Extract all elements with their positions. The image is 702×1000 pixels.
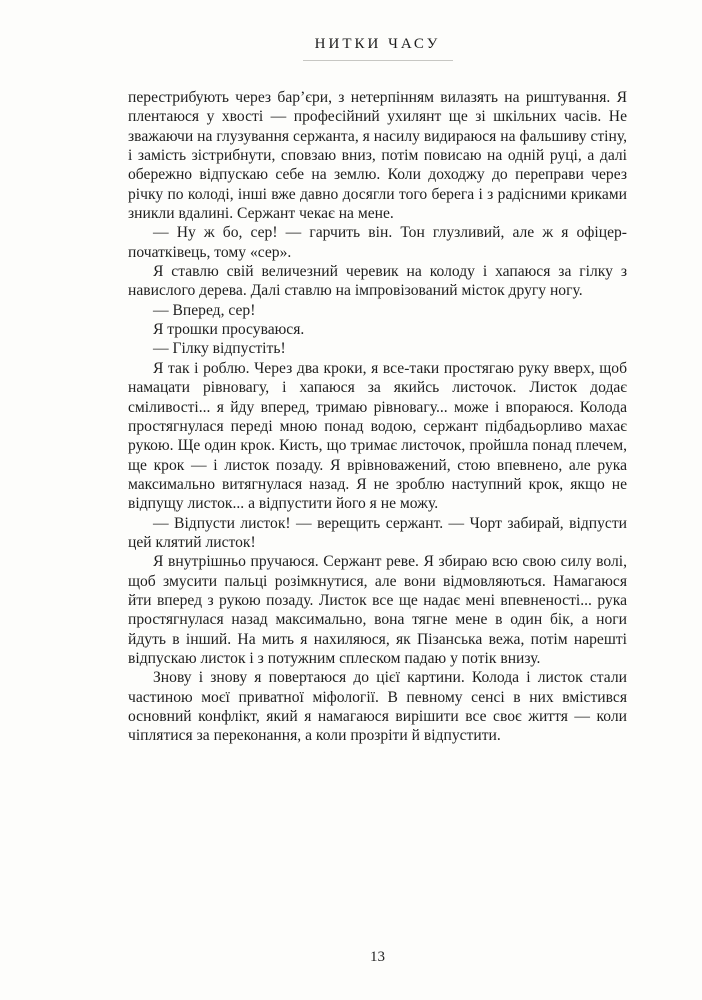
paragraph: Я трошки просуваюся. <box>153 321 305 339</box>
chapter-title: НИТКИ ЧАСУ <box>314 36 441 52</box>
paragraph-dialogue: — Вперед, сер! <box>153 301 256 319</box>
page-number: 13 <box>370 949 385 965</box>
paragraph: Я внутрішньо пручаюся. Сержант реве. Я збираю всю свою силу волі, щоб змусити пальці розімкнутися, але вони відмовляються. Намагаюся йти вперед з рукою позаду. Листок все ще надає мені впевненості... рука простягнулася назад максимально, вона тягне мене в один бік, а ноги йдуть в інший. На мить я нахиляюся, як Пізанська вежа, потім нарешті відпускаю листок і з потужним сплеском падаю у потік внизу. <box>128 553 627 667</box>
paragraph: Я так і роблю. Через два кроки, я все-таки простягаю руку вверх, щоб намацати рівновагу, і хапаюся за якийсь листочок. Листок додає сміливості... я йду вперед, тримаю рівновагу... може і впораюся. Колода простягнулася переді мною понад водою, сержант підбадьорливо махає рукою. Ще один крок. Кисть, що тримає листочок, пройшла понад плечем, ще крок — і листок позаду. Я врівноважений, стою впевнено, але рука максимально витягнулася назад. Я не зроблю наступний крок, якщо не відпущу листок... а відпустити його я не можу. <box>128 359 627 513</box>
paragraph: Знову і знову я повертаюся до цієї картини. Колода і листок стали частиною моєї приватної міфології. В певному сенсі в них вмістився основний конфлікт, який я намагаюся вирішити все своє життя — коли чіплятися за переконання, а коли прозріти й відпустити. <box>128 669 627 745</box>
title-rule <box>303 60 453 61</box>
body-text <box>128 88 627 746</box>
running-head <box>128 36 627 61</box>
paragraph-dialogue: — Ну ж бо, сер! — гарчить він. Тон глузливий, але ж я офіцер-початківець, тому «сер». <box>128 224 627 261</box>
paragraph: Я ставлю свій величезний черевик на колоду і хапаюся за гілку з навислого дерева. Далі ставлю на імпровізований місток другу ногу. <box>128 263 627 300</box>
paragraph-dialogue: — Відпусти листок! — верещить сержант. — Чорт забирай, відпусти цей клятий листок! <box>128 514 627 551</box>
paragraph: перестрибують через бар’єри, з нетерпінням вилазять на риштування. Я плентаюся у хвості — професійний ухилянт ще зі шкільних часів. Не зважаючи на глузування сержанта, я насилу видираюся на фальшиву стіну, і замість зістрибнути, сповзаю вниз, потім повисаю на одній руці, а далі обережно відпускаю себе на землю. Коли доходжу до переправи через річку по колоді, інші вже давно досягли того берега і з радісними криками зникли вдалині. Сержант чекає на мене. <box>128 89 627 223</box>
paragraph-dialogue: — Гілку відпустіть! <box>153 340 286 358</box>
